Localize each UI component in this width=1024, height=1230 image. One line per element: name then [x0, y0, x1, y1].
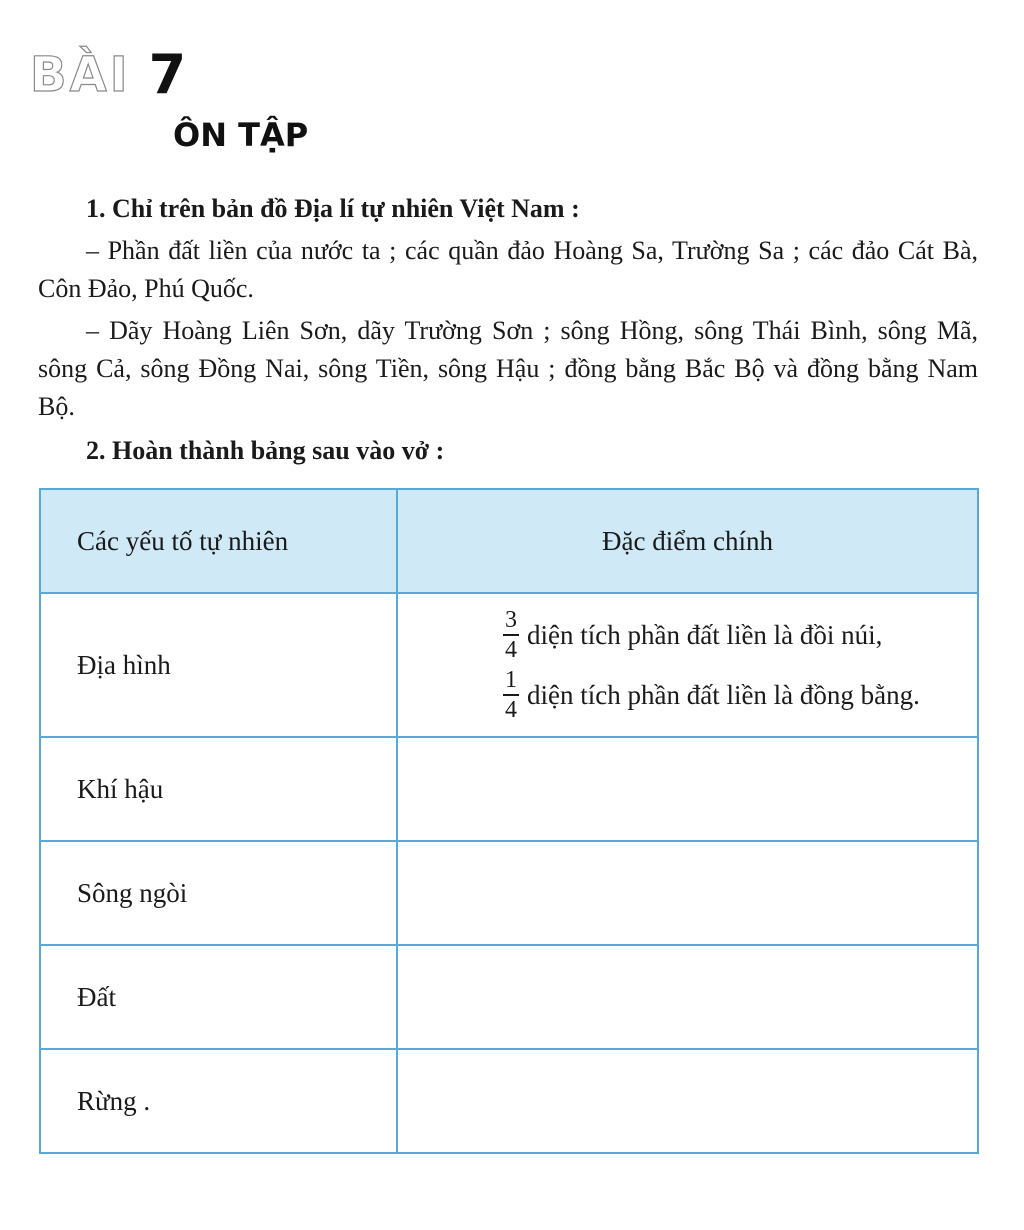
table-row [40, 945, 978, 1049]
fraction-denominator: 4 [505, 697, 517, 723]
feature-cell [397, 737, 978, 841]
question-1-item: – Phần đất liền của nước ta ; các quần đảo Hoàng Sa, Trường Sa ; các đảo Cát Bà, Côn Đảo, Phú Quốc. [38, 236, 978, 303]
question-1-item: – Dãy Hoàng Liên Sơn, dãy Trường Sơn ; sông Hồng, sông Thái Bình, sông Mã, sông Cả, sông Đồng Nai, sông Tiền, sông Hậu ; đồng bằng Bắc Bộ và đồng bằng Nam Bộ. [38, 316, 978, 421]
fraction-line [399, 608, 976, 662]
factor-name: Khí hậu [40, 737, 397, 841]
factor-name: Địa hình [40, 593, 397, 737]
fraction-text: diện tích phần đất liền là đồng bằng. [527, 679, 920, 710]
fraction-numerator: 3 [503, 608, 519, 636]
feature-cell [397, 945, 978, 1049]
exercise-content [38, 190, 978, 470]
fraction-text: diện tích phần đất liền là đồi núi, [527, 619, 883, 650]
factor-name: Đất [40, 945, 397, 1049]
factor-name: Sông ngòi [40, 841, 397, 945]
review-table [39, 488, 979, 1154]
fraction [503, 668, 519, 722]
fraction-numerator: 1 [503, 668, 519, 696]
question-2-heading: 2. Hoàn thành bảng sau vào vở : [86, 436, 445, 465]
fraction [503, 608, 519, 662]
table-row [40, 593, 978, 737]
lesson-number: 7 [148, 43, 187, 106]
lesson-word: BÀI [30, 47, 131, 103]
fraction-line [399, 668, 976, 722]
column-header-factor: Các yếu tố tự nhiên [40, 489, 397, 593]
table-row [40, 841, 978, 945]
feature-cell [397, 593, 978, 737]
column-header-features: Đặc điểm chính [397, 489, 978, 593]
feature-cell [397, 841, 978, 945]
fraction-denominator: 4 [505, 637, 517, 663]
feature-cell [397, 1049, 978, 1153]
table-header-row [40, 489, 978, 593]
question-1-heading: 1. Chỉ trên bản đồ Địa lí tự nhiên Việt Nam : [86, 194, 580, 223]
lesson-header [30, 40, 186, 110]
table-row [40, 737, 978, 841]
natural-factors-table [39, 488, 979, 1154]
lesson-title: ÔN TẬP [173, 116, 309, 154]
table-row [40, 1049, 978, 1153]
factor-name: Rừng . [40, 1049, 397, 1153]
